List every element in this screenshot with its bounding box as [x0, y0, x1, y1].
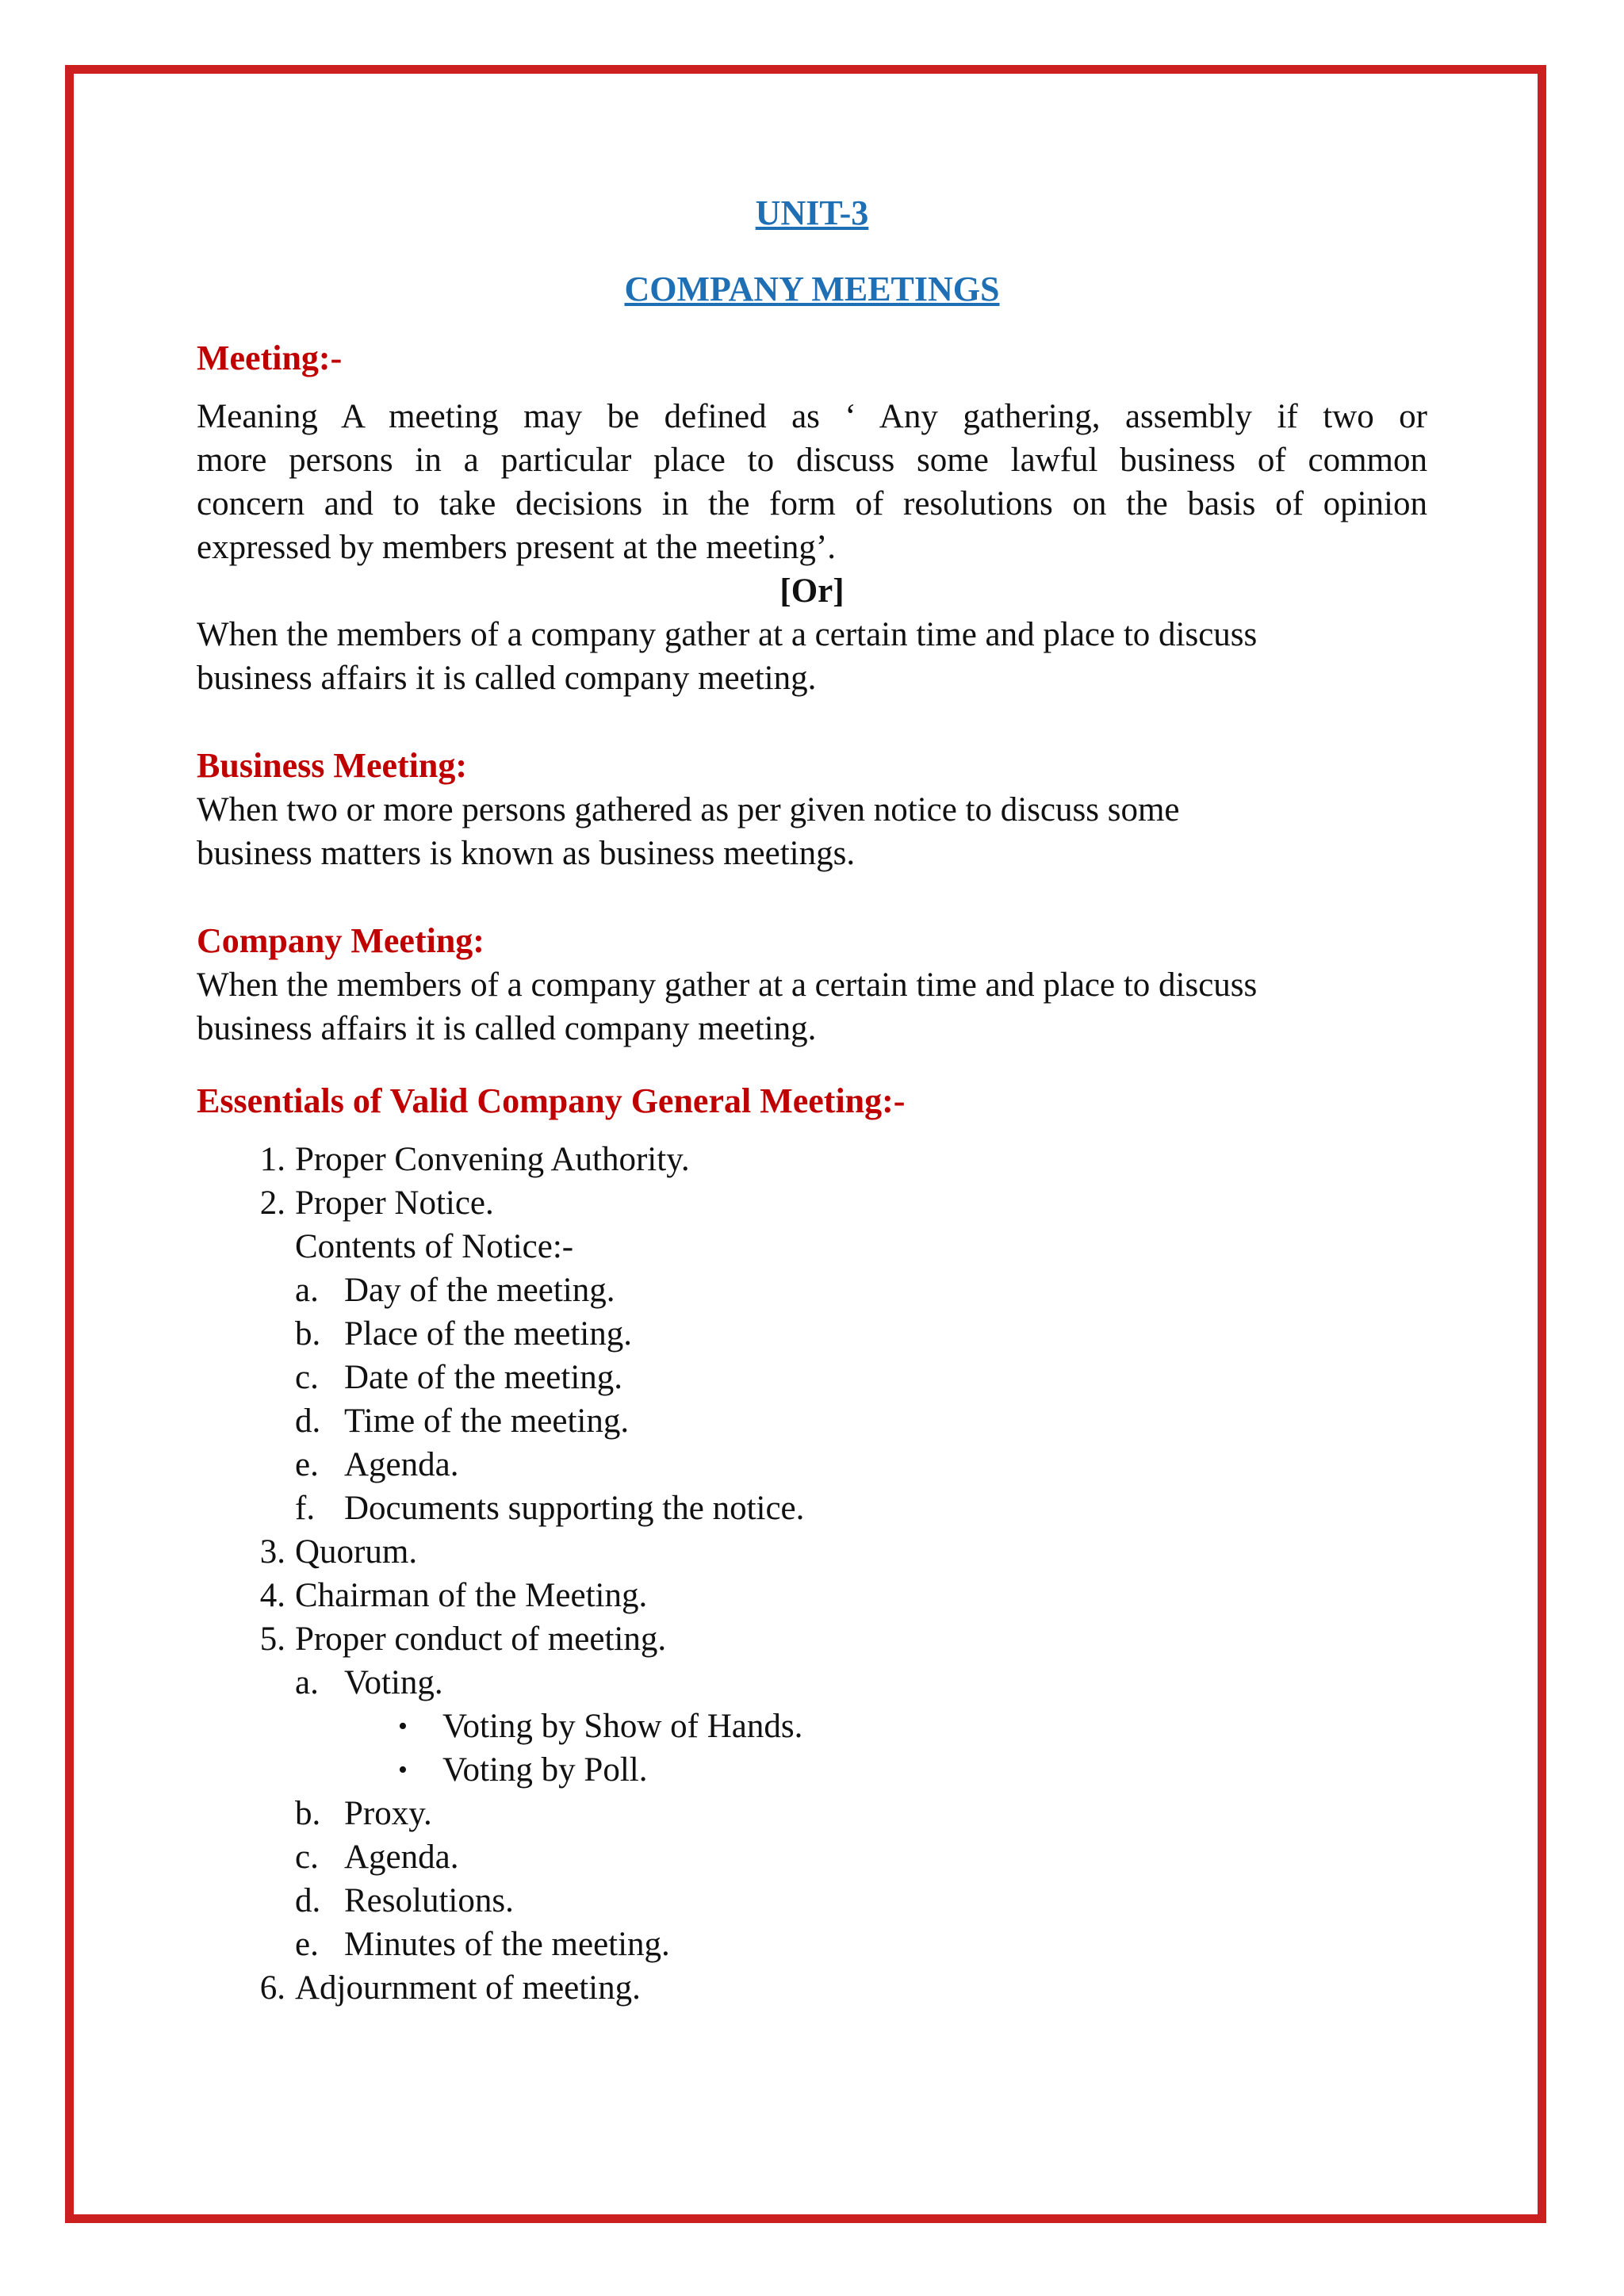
business-meeting-line: When two or more persons gathered as per given notice to discuss some: [197, 791, 1180, 828]
company-meeting-line: business affairs it is called company meeting.: [197, 1010, 817, 1047]
bullet-item: • Voting by Show of Hands.: [197, 1705, 1427, 1748]
meeting-heading: Meeting:-: [197, 339, 343, 377]
bullet-icon: •: [398, 1712, 408, 1741]
meeting-alt-line: business affairs it is called company meeting.: [197, 660, 817, 697]
business-meeting-line: business matters is known as business meetings.: [197, 835, 856, 872]
sub-list-item: b. Place of the meeting.: [295, 1315, 632, 1353]
sub-list-item: a. Day of the meeting.: [295, 1272, 615, 1309]
business-meeting-heading: Business Meeting:: [197, 746, 467, 785]
sub-list-item: e. Agenda.: [295, 1446, 459, 1483]
notice-contents-label: Contents of Notice:-: [295, 1228, 574, 1265]
sub-list-item: f. Documents supporting the notice.: [295, 1490, 805, 1527]
company-meeting-line: When the members of a company gather at a certain time and place to discuss: [197, 966, 1258, 1004]
document-body: [197, 190, 1427, 2010]
meeting-alt-definition: [197, 613, 1427, 700]
page-title: COMPANY MEETINGS: [624, 270, 1000, 308]
meeting-definition: [197, 395, 1427, 569]
or-separator: [Or]: [779, 572, 845, 610]
meeting-line: more persons in a particular place to discuss some lawful business of common: [197, 442, 1427, 479]
meeting-line: concern and to take decisions in the form of resolutions on the basis of opinion: [197, 485, 1427, 522]
bullet-icon: •: [398, 1755, 408, 1785]
list-item: 6. Adjournment of meeting.: [259, 1969, 641, 2007]
list-item: 3. Quorum.: [259, 1533, 418, 1571]
essentials-list: [197, 1138, 1427, 2010]
list-item: 2. Proper Notice.: [259, 1184, 494, 1222]
sub-list-item: a. Voting.: [295, 1664, 443, 1701]
company-meeting-heading: Company Meeting:: [197, 921, 485, 960]
sub-list-item: d. Time of the meeting.: [295, 1402, 630, 1440]
business-meeting-definition: [197, 788, 1427, 875]
sub-list-item: c. Agenda.: [295, 1839, 459, 1876]
sub-list-item: d. Resolutions.: [295, 1882, 514, 1919]
sub-list-item: e. Minutes of the meeting.: [295, 1926, 670, 1963]
company-meeting-definition: [197, 963, 1427, 1050]
list-item: 1. Proper Convening Authority.: [259, 1141, 690, 1178]
sub-list-item: c. Date of the meeting.: [295, 1359, 623, 1396]
meeting-line: expressed by members present at the meeting’.: [197, 529, 836, 566]
meeting-alt-line: When the members of a company gather at a certain time and place to discuss: [197, 616, 1258, 653]
unit-title: UNIT-3: [755, 193, 869, 232]
list-item: 4. Chairman of the Meeting.: [259, 1577, 648, 1614]
sub-list-item: b. Proxy.: [295, 1795, 432, 1832]
meeting-line: Meaning A meeting may be defined as ‘ Any gathering, assembly if two or: [197, 398, 1427, 435]
bullet-item: • Voting by Poll.: [197, 1748, 1427, 1792]
list-item: 5. Proper conduct of meeting.: [259, 1621, 667, 1658]
essentials-heading: Essentials of Valid Company General Meeting:-: [197, 1081, 906, 1120]
